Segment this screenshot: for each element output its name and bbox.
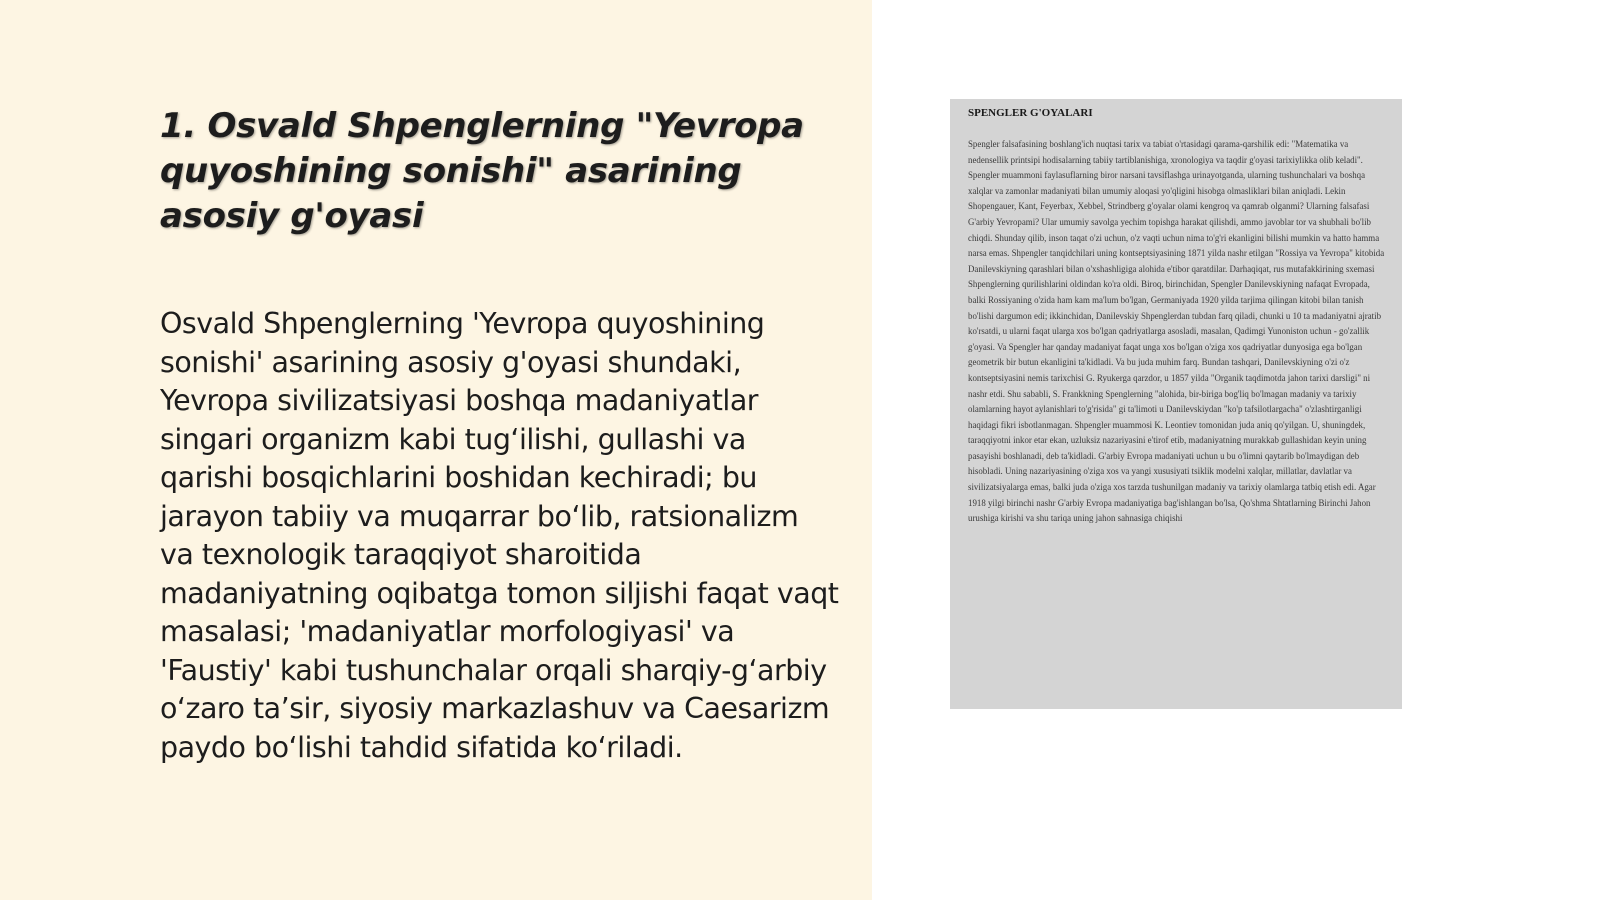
scanned-document-image (950, 99, 1402, 709)
slide-body-text: Osvald Shpenglerning 'Yevropa quyoshining sonishi' asarining asosiy g'oyasi shundaki, Yevropa sivilizatsiyasi boshqa madaniyatlar singari organizm kabi tug‘ilishi, gullashi va qarishi bosqichlarini boshidan kechiradi; bu jarayon tabiiy va muqarrar bo‘lib, ratsionalizm va texnologik taraqqiyot sharoitida madaniyatning oqibatga tomon siljishi faqat vaqt masalasi; 'madaniyatlar morfologiyasi' va 'Faustiy' kabi tushunchalar orqali sharqiy-g‘arbiy o‘zaro ta’sir, siyosiy markazlashuv va Caesarizm paydo bo‘lishi tahdid sifatida ko‘riladi. (160, 307, 839, 764)
document-body-text: Spengler falsafasining boshlang'ich nuqtasi tarix va tabiat o'rtasidagi qarama-qarshilik edi: "Matematika va nedensellik printsipi hodisalarning tabiiy tartiblanishiga, xronologiya va taqdir g'oyasi tarixiylikka olib keladi". Spengler muammoni faylasuflarning biror narsani tavsiflashga urinayotganda, ularning tushunchalari va boshqa xalqlar va zamonlar madaniyati bilan umumiy aloqasi yo'qligini hisobga olmasliklari bilan aniqladi. Lekin Shopengauer, Kant, Feyerbax, Xebbel, Strindberg g'oyalar olami kengroq va qamrab olganmi? Ularning falsafasi G'arbiy Yevropami? Ular umumiy savolga yechim topishga harakat qilishdi, ammo javoblar tor va shubhali bo'lib chiqdi. Shunday qilib, inson taqat o'zi uchun, o'z vaqti uchun nima to'g'ri ekanligini bilishi mumkin va hatto hamma narsa emas. Shpengler tanqidchilari uning kontseptsiyasining 1871 yilda nashr etilgan "Rossiya va Yevropa" kitobida Danilevskiyning qarashlari bilan o'xshashligiga alohida e'tibor qaratdilar. Darhaqiqat, rus mutafakkirining sxemasi Shpenglerning qurilishlarini oldindan ko'ra oldi. Biroq, birinchidan, Spengler Danilevskiyning nafaqat Evropada, balki Rossiyaning o'zida ham kam ma'lum bo'lgan, Germaniyada 1920 yilda tarjima qilingan kitobi bilan tanish bo'lishi dargumon edi; ikkinchidan, Danilevskiy Shpenglerdan tubdan farq qiladi, chunki u 10 ta madaniyatni ajratib ko'rsatdi, u ularni faqat ularga xos bo'lgan qadriyatlarga asosladi, masalan, Qadimgi Yunoniston uchun - go'zallik g'oyasi. Va Spengler har qanday madaniyat faqat unga xos bo'lgan o'ziga xos qadriyatlar dunyosiga ega bo'lgan geometrik bir butun ekanligini ta'kidladi. Va bu juda muhim farq. Bundan tashqari, Danilevskiyning o'zi o'z kontseptsiyasini nemis tarixchisi G. Ryukerga qarzdor, u 1857 yilda "Organik taqdimotda jahon tarixi darsligi" ni nashr etdi. Shu sababli, S. Frankkning Spenglerning "alohida, bir-biriga bog'liq bo'lmagan madaniy va tarixiy olamlarning hayot aylanishlari to'g'risida" gi ta'limoti u Danilevskiydan "ko'p tafsilotlargacha" o'zlashtirganligi haqidagi fikri isbotlanmagan. Shpengler muammosi K. Leontiev tomonidan juda aniq qo'yilgan. U, shuningdek, taraqqiyotni inkor etar ekan, uzluksiz nazariyasini e'tirof etib, madaniyatning murakkab gullashidan keyin uning pasayishi boshlanadi, deb ta'kidladi. G'arbiy Evropa madaniyati uchun u bu o'limni qaytarib bo'lmaydigan deb hisobladi. Uning nazariyasining o'ziga xos va yangi xususiyati tsiklik modelni xalqlar, millatlar, davlatlar va sivilizatsiyalarga emas, balki juda o'ziga xos tarzda tushunilgan madaniy va tarixiy olamlarga tatbiq etish edi. Agar 1918 yilgi birinchi nashr G'arbiy Evropa madaniyatiga bag'ishlangan bo'lsa, Qo'shma Shtatlarning Birinchi Jahon urushiga kirishi va shu tariqa uning jahon sahnasiga chiqishi (968, 139, 1385, 524)
document-heading: SPENGLER G'OYALARI (968, 107, 1093, 119)
slide-title: 1. Osvald Shpenglerning "Yevropa quyoshining sonishi" asarining asosiy g'oyasi (160, 106, 804, 236)
